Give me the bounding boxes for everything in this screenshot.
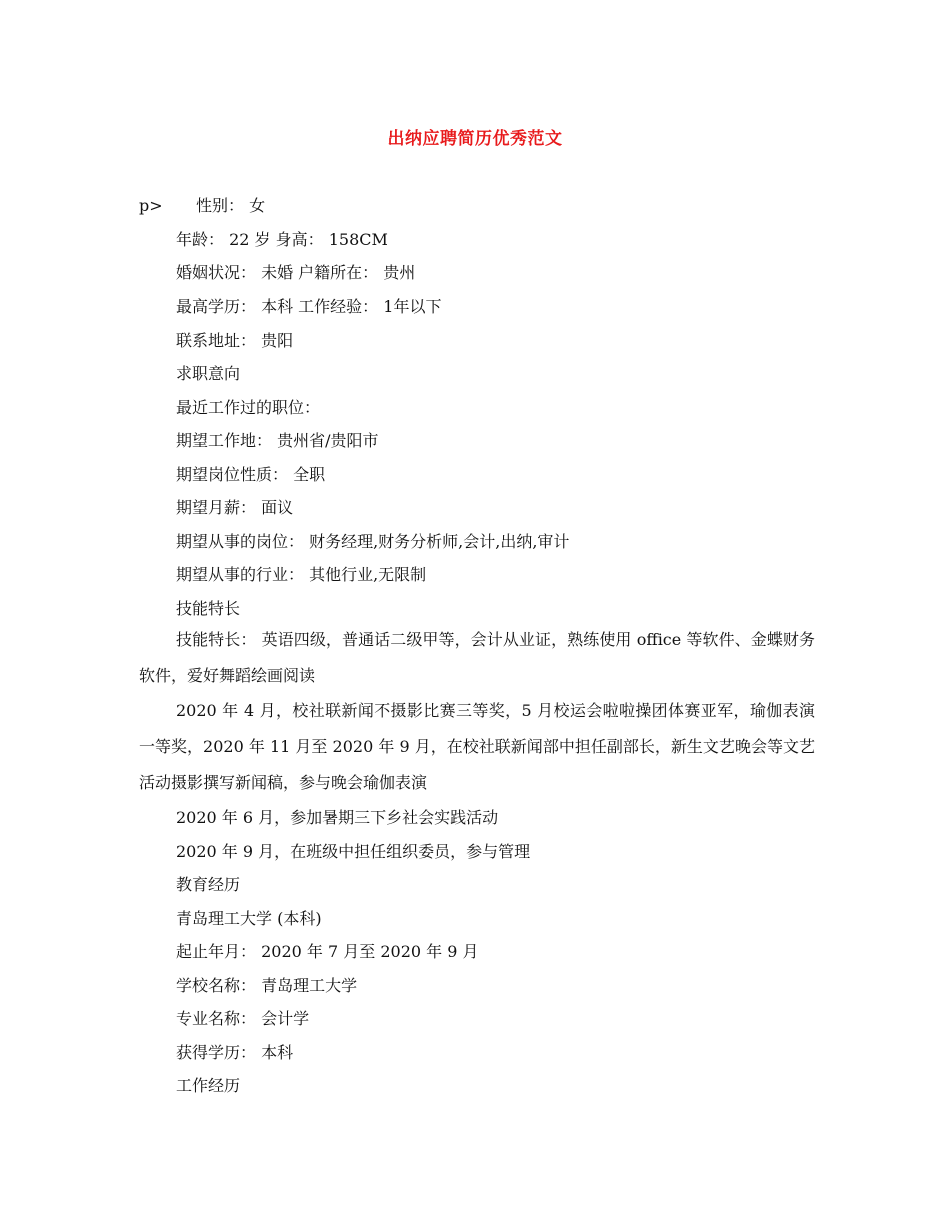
job-type-line: 期望岗位性质： 全职	[176, 465, 326, 484]
marital-status-line: 婚姻状况： 未婚 户籍所在： 贵州	[176, 263, 416, 282]
awards-paragraph: 2020 年 4 月，校社联新闻不摄影比赛三等奖，5 月校运会啦啦操团体赛亚军，瑜伽表演一等奖，2020 年 11 月至 2020 年 9 月，在校社联新闻部中担任副部长，新生文艺晚会等文艺活动摄影撰写新闻稿，参与晚会瑜伽表演	[139, 701, 815, 792]
skills-heading: 技能特长	[176, 599, 241, 618]
expected-industry-line: 期望从事的行业： 其他行业,无限制	[176, 565, 427, 584]
expected-positions-line: 期望从事的岗位： 财务经理,财务分析师,会计,出纳,审计	[176, 532, 570, 551]
age-height-line: 年龄： 22 岁 身高： 158CM	[176, 230, 388, 249]
school-name-line: 学校名称： 青岛理工大学	[176, 976, 358, 995]
work-experience-heading: 工作经历	[176, 1076, 241, 1095]
major-line: 专业名称： 会计学	[176, 1009, 310, 1028]
skills-paragraph: 技能特长： 英语四级，普通话二级甲等，会计从业证，熟练使用 office 等软件、金蝶财务软件，爱好舞蹈绘画阅读	[139, 630, 815, 685]
degree-line: 获得学历： 本科	[176, 1043, 294, 1062]
gender-text: 性别： 女	[196, 196, 266, 215]
gender-line	[139, 196, 265, 216]
study-period-line: 起止年月： 2020 年 7 月至 2020 年 9 月	[176, 942, 479, 961]
document-title: 出纳应聘简历优秀范文	[387, 129, 563, 149]
address-line: 联系地址： 贵阳	[176, 331, 294, 350]
job-intention-heading: 求职意向	[176, 364, 241, 383]
expected-salary-line: 期望月薪： 面议	[176, 498, 294, 517]
practice-activity-line: 2020 年 6 月，参加暑期三下乡社会实践活动	[176, 808, 499, 827]
stray-tag-text: p>	[139, 196, 163, 215]
recent-position-line: 最近工作过的职位：	[176, 398, 321, 417]
expected-location-line: 期望工作地： 贵州省/贵阳市	[176, 431, 379, 450]
class-committee-line: 2020 年 9 月，在班级中担任组织委员，参与管理	[176, 842, 531, 861]
education-heading: 教育经历	[176, 875, 241, 894]
education-experience-line: 最高学历： 本科 工作经验： 1年以下	[176, 297, 442, 316]
university-line: 青岛理工大学 (本科)	[176, 909, 322, 928]
